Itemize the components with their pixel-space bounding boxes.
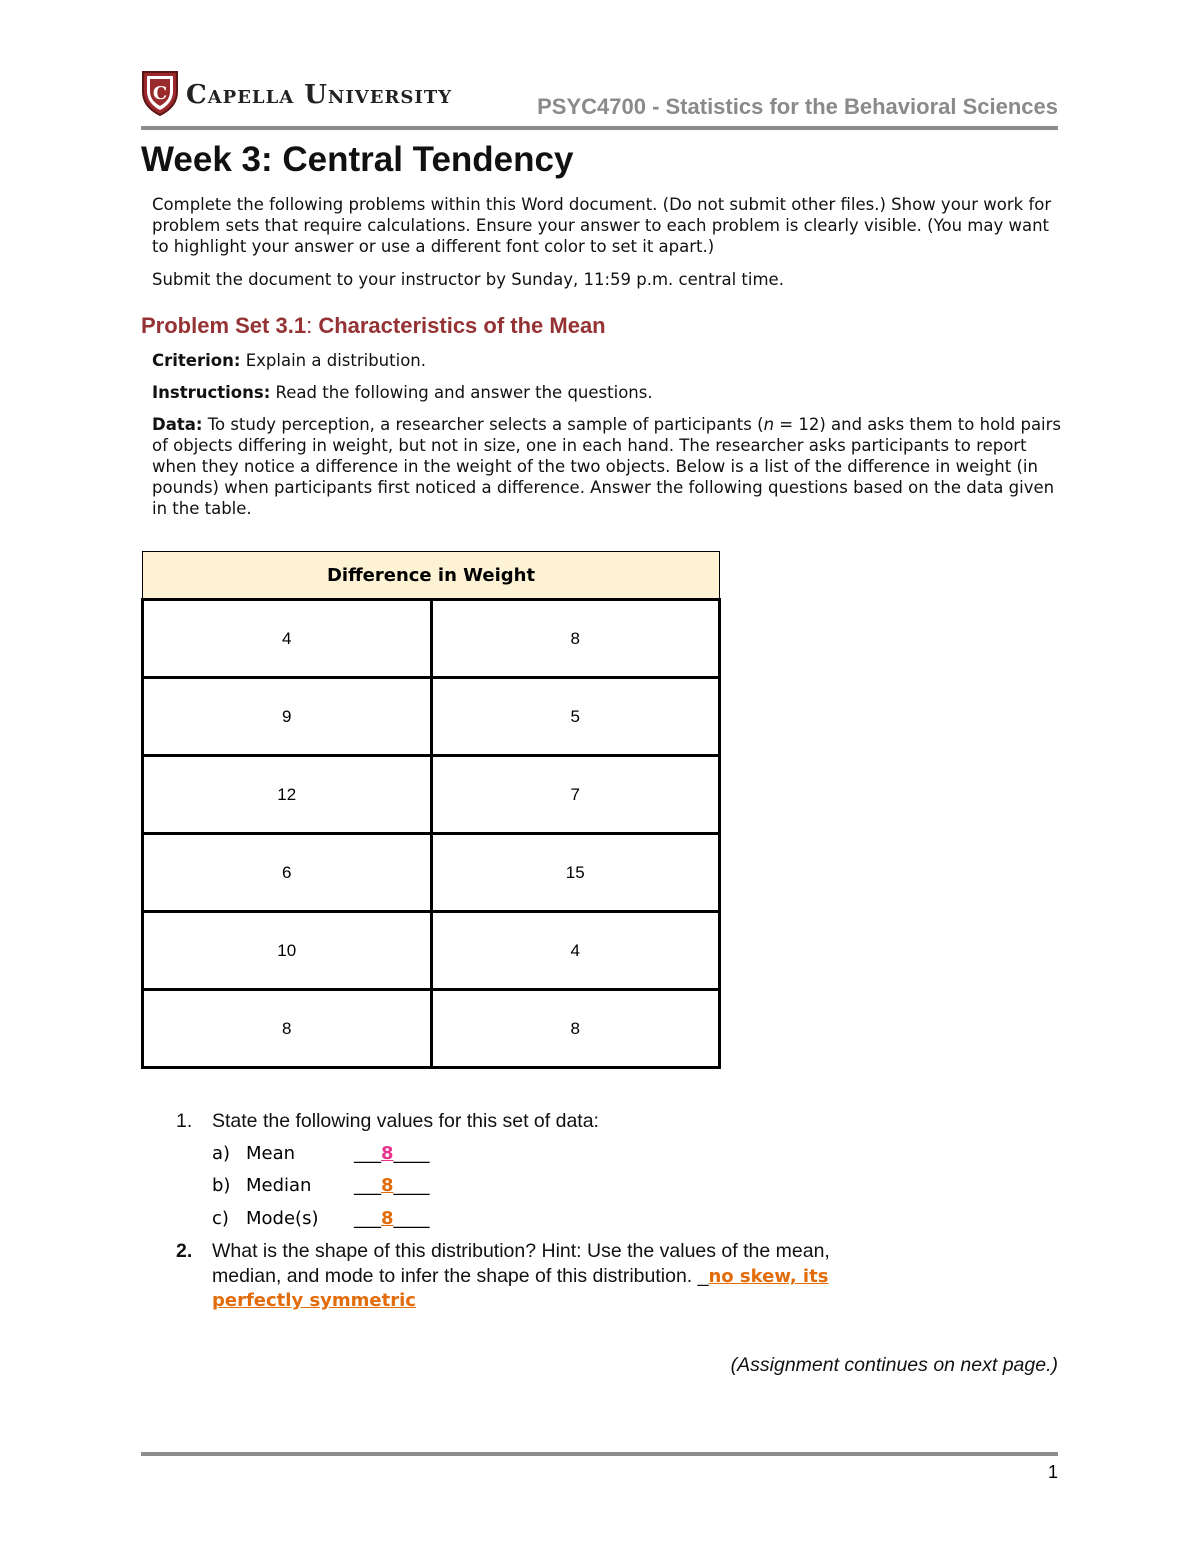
mode-letter: c) [212,1208,229,1229]
criterion-label: Criterion: [152,351,241,370]
blank-post: ____ [393,1143,430,1164]
question-1-number: 1. [176,1110,193,1132]
table-row [143,600,720,678]
data-label: Data: [152,415,203,434]
mode-answer-blank [354,1208,430,1229]
table-cell: 6 [143,834,432,912]
svg-text:C: C [152,83,168,104]
question-2-text: median, and mode to infer the shape of this distribution. _ [212,1265,709,1287]
intro-paragraph: Complete the following problems within this Word document. (Do not submit other files.) Show your work for problem sets that require calculations. Ensure your answer to each problem is clearly visible. (You may want to highlight your answer or use a different font color to set it apart.) [152,195,1052,256]
mean-label: Mean [246,1143,296,1164]
median-letter: b) [212,1175,231,1196]
instructions-text: Read the following and answer the questions. [270,383,653,402]
question-2-line-2 [212,1265,828,1288]
question-2-line-1: What is the shape of this distribution? Hint: Use the values of the mean, [212,1240,830,1262]
table-cell: 12 [143,756,432,834]
mode-label: Mode(s) [246,1208,319,1229]
criterion-line [152,350,1062,371]
table-row [143,912,720,990]
median-answer: 8 [381,1175,394,1196]
blank-pre: ___ [354,1208,381,1229]
shape-answer-part-2: perfectly symmetric [212,1290,416,1311]
table-cell: 5 [431,678,720,756]
table-cell: 15 [431,834,720,912]
question-2-line-3 [212,1290,416,1311]
criterion-text: Explain a distribution. [240,351,426,370]
blank-post: ____ [393,1208,430,1229]
table-cell: 8 [431,600,720,678]
question-2-number: 2. [176,1240,193,1262]
table-header: Difference in Weight [143,552,720,600]
table-cell: 10 [143,912,432,990]
question-1-text: State the following values for this set of data: [212,1110,599,1132]
blank-post: ____ [393,1175,430,1196]
table-cell: 8 [431,990,720,1068]
shape-answer-part-1: no skew, its [708,1266,829,1287]
instructions-line [152,382,1062,403]
table-row [143,678,720,756]
capella-shield-logo [141,70,179,116]
blank-pre: ___ [354,1175,381,1196]
mean-answer: 8 [381,1143,394,1164]
problem-set-number: Problem Set 3.1 [141,313,307,338]
page-number: 1 [1047,1462,1058,1482]
data-paragraph [152,414,1062,519]
table-cell: 7 [431,756,720,834]
table-cell: 9 [143,678,432,756]
submit-paragraph: Submit the document to your instructor by Sunday, 11:59 p.m. central time. [152,270,784,289]
university-name: Capella University [186,80,453,110]
footer-rule [141,1452,1058,1456]
header-rule [141,126,1058,130]
table-row [143,834,720,912]
instructions-label: Instructions: [152,383,271,402]
median-answer-blank [354,1175,430,1196]
continue-note: (Assignment continues on next page.) [730,1354,1058,1376]
problem-set-name: Characteristics of the Mean [318,313,606,338]
blank-pre: ___ [354,1143,381,1164]
table-cell: 8 [143,990,432,1068]
median-label: Median [246,1175,312,1196]
course-title: PSYC4700 - Statistics for the Behavioral Sciences [537,94,1058,119]
weight-difference-table [141,551,721,1069]
data-text-1: To study perception, a researcher selects a sample of participants ( [202,415,764,434]
table-row [143,990,720,1068]
data-n: n [763,415,775,434]
table-cell: 4 [431,912,720,990]
table-cell: 4 [143,600,432,678]
table-row [143,756,720,834]
page-title: Week 3: Central Tendency [141,140,574,179]
problem-set-title [141,313,606,339]
mean-answer-blank [354,1143,430,1164]
mean-letter: a) [212,1143,231,1164]
problem-set-separator: : [306,313,319,338]
data-text-2: = 12) and asks them to hold pairs of objects differing in weight, but not in size, one in each hand. The researcher asks participants to report when they notice a difference in the weight of the two objects. Below is a list of the difference in weight (in pounds) when participants first noticed a difference. Answer the following questions based on the data given in the table. [152,415,1062,518]
mode-answer: 8 [381,1208,394,1229]
